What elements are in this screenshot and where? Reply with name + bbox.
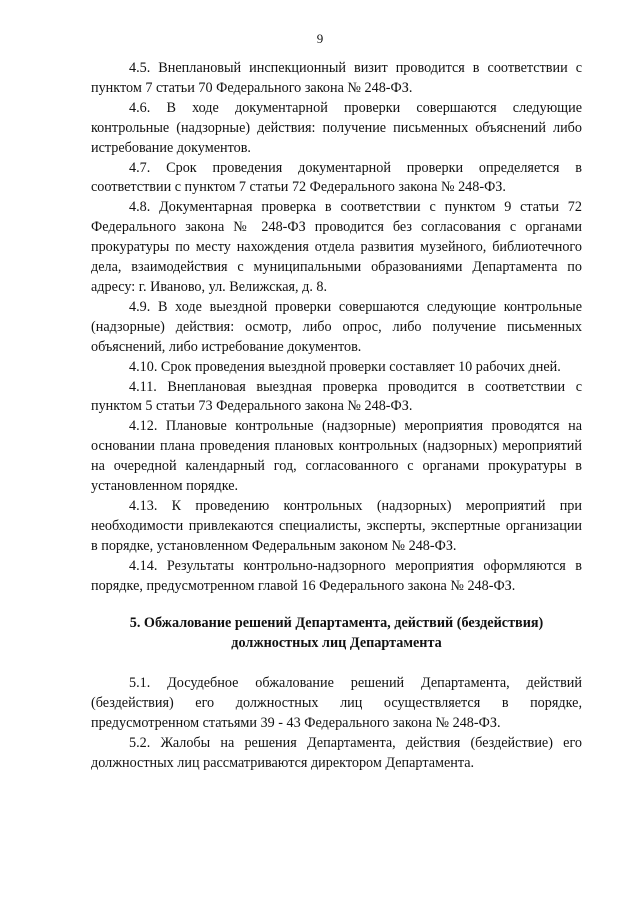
paragraph-4-8: 4.8. Документарная проверка в соответствии с пунктом 9 статьи 72 Федерального закона № 248-ФЗ проводится без согласования с органами прокуратуры по месту нахождения отдела развития музейного, библиотечного дела, взаимодействия с муниципальными образованиями Департамента по адресу: г. Иваново, ул. Велижская, д. 8. (91, 199, 582, 295)
paragraph-4-12: 4.12. Плановые контрольные (надзорные) мероприятия проводятся на основании плана проведения плановых контрольных (надзорных) мероприятий на очередной календарный год, согласованного с органами прокуратуры в установленном порядке. (91, 418, 582, 495)
section-5-title (91, 614, 582, 654)
paragraph-4-14: 4.14. Результаты контрольно-надзорного мероприятия оформляются в порядке, предусмотренном главой 16 Федерального закона № 248-ФЗ. (91, 557, 582, 594)
paragraph-4-5: 4.5. Внеплановый инспекционный визит проводится в соответствии с пунктом 7 статьи 70 Федерального закона № 248-ФЗ. (91, 60, 582, 96)
paragraph-4-6: 4.6. В ходе документарной проверки совершаются следующие контрольные (надзорные) действия: получение письменных объяснений либо истребование документов. (91, 99, 582, 156)
page-number: 9 (316, 31, 324, 46)
paragraph-5-2: 5.2. Жалобы на решения Департамента, действия (бездействие) его должностных лиц рассматриваются директором Департамента. (91, 735, 582, 771)
paragraph-5-1: 5.1. Досудебное обжалование решений Департамента, действий (бездействия) его должностных лиц осуществляется в порядке, предусмотренном статьями 39 - 43 Федерального закона № 248-ФЗ. (91, 675, 582, 732)
section-5-title-line-2: должностных лиц Департамента (231, 635, 442, 652)
paragraph-4-9: 4.9. В ходе выездной проверки совершаются следующие контрольные (надзорные) действия: осмотр, либо опрос, либо получение письменных объяснений, либо истребование документов. (91, 298, 582, 355)
paragraph-4-10: 4.10. Срок проведения выездной проверки составляет 10 рабочих дней. (129, 358, 561, 375)
document-body (91, 59, 582, 774)
section-5-title-line-1: 5. Обжалование решений Департамента, действий (бездействия) (129, 615, 544, 632)
paragraph-4-13: 4.13. К проведению контрольных (надзорных) мероприятий при необходимости привлекаются специалисты, эксперты, экспертные организации в порядке, установленном Федеральным законом № 248-ФЗ. (91, 497, 582, 554)
paragraph-4-11: 4.11. Внеплановая выездная проверка проводится в соответствии с пунктом 5 статьи 73 Федерального закона № 248-ФЗ. (91, 378, 582, 415)
paragraph-4-7: 4.7. Срок проведения документарной проверки определяется в соответствии с пунктом 7 статьи 72 Федерального закона № 248-ФЗ. (91, 159, 582, 196)
